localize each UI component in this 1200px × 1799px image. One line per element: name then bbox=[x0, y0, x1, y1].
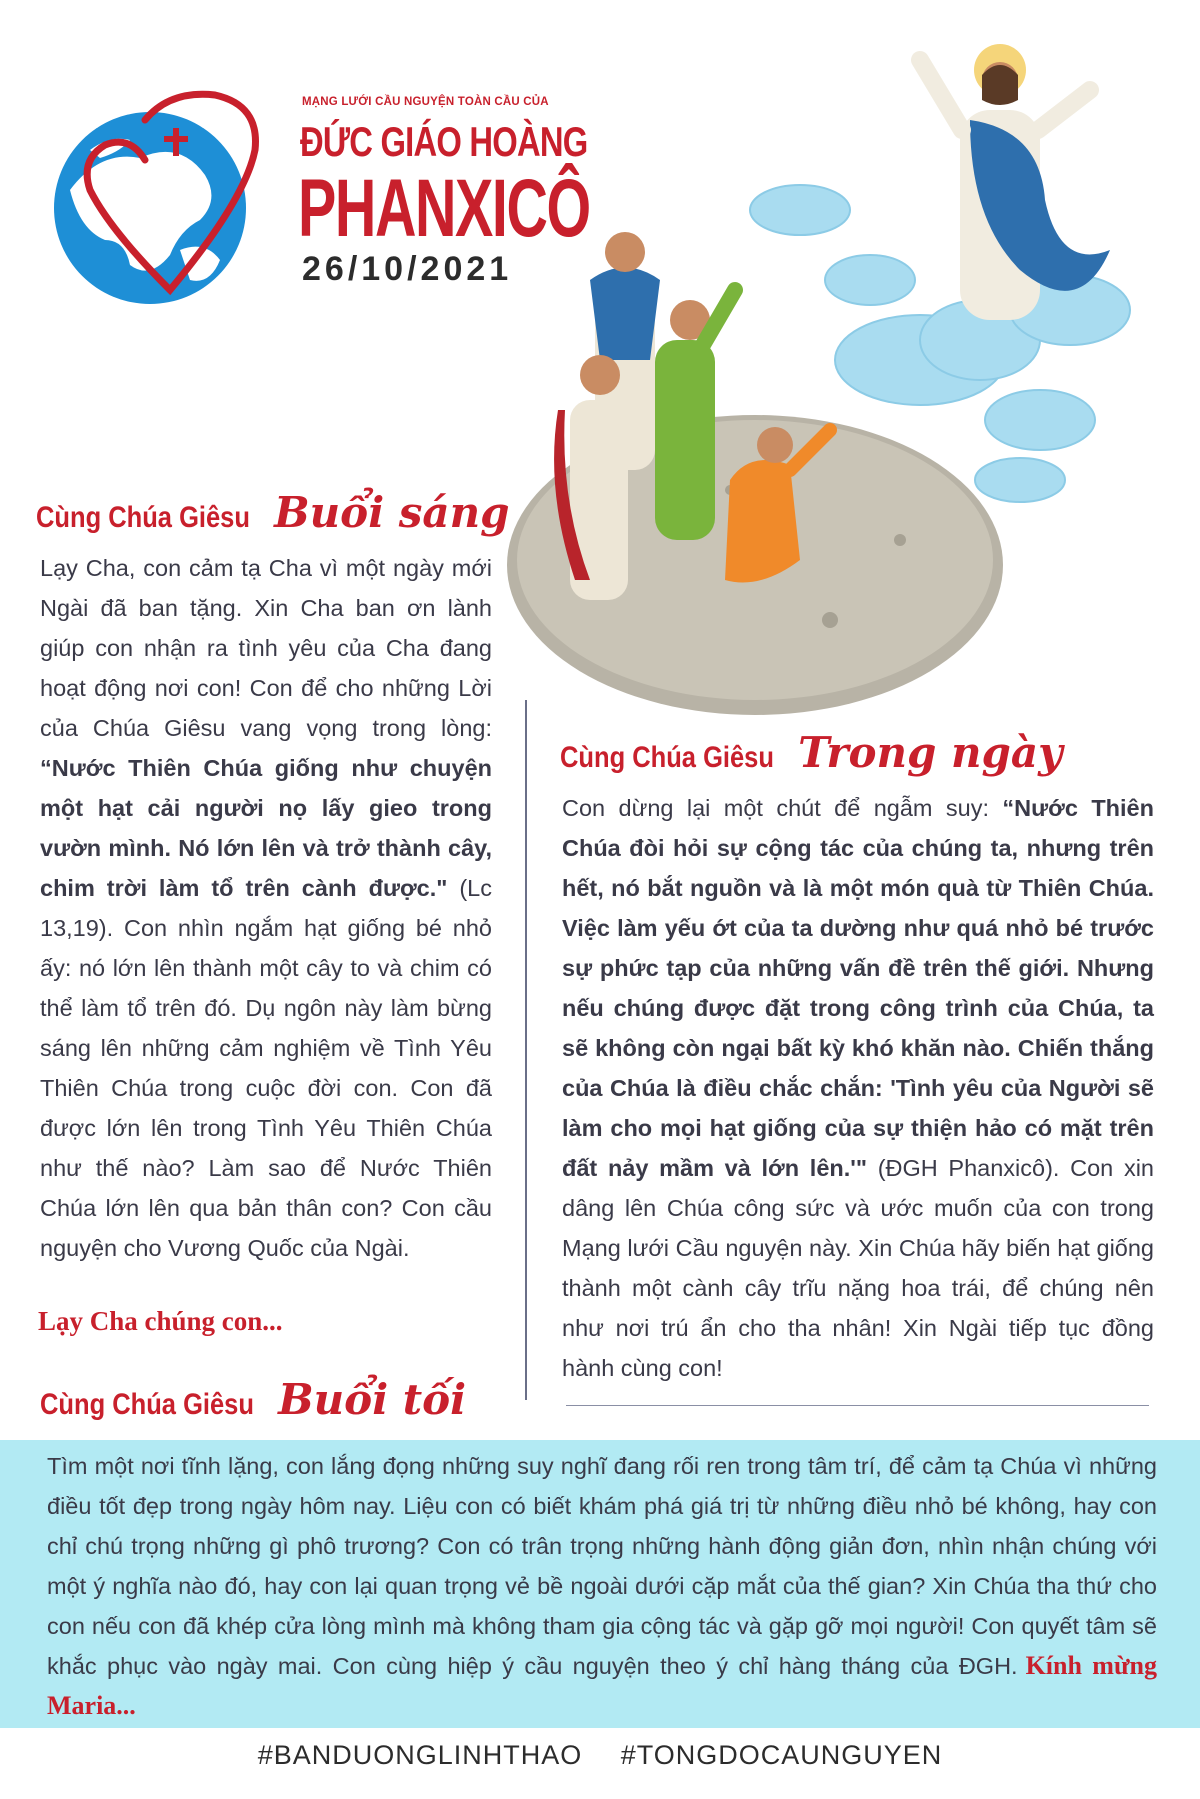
ascension-illustration bbox=[500, 20, 1190, 740]
daytime-reflection-text bbox=[562, 788, 1154, 1388]
evening-heading-prefix: Cùng Chúa Giêsu bbox=[40, 1388, 254, 1421]
daytime-intro: Con dừng lại một chút để ngẫm suy: bbox=[562, 795, 1003, 821]
daytime-heading-title: Trong ngày bbox=[798, 728, 1063, 777]
morning-scripture-quote: “Nước Thiên Chúa giống như chuyện một hạt cải người nọ lấy gieo trong vườn mình. Nó lớn lên và trở thành cây, chim trời làm tổ trên cành được." bbox=[40, 755, 492, 901]
evening-prayer-text bbox=[47, 1446, 1157, 1726]
date: 26/10/2021 bbox=[302, 250, 513, 288]
hashtag[interactable]: #BANDUONGLINHTHAO bbox=[257, 1740, 583, 1770]
network-label: MẠNG LƯỚI CẦU NGUYỆN TOÀN CẦU CỦA bbox=[302, 96, 549, 108]
morning-rest: (Lc 13,19). Con nhìn ngắm hạt giống bé nhỏ ấy: nó lớn lên thành một cây to và chim có thể làm tổ trên đó. Dụ ngôn này làm bừng sáng lên những cảm nghiệm về Tình Yêu Thiên Chúa trong cuộc đời con. Con đã được lớn lên trong Tình Yêu Thiên Chúa như thế nào? Làm sao để Nước Thiên Chúa lớn lên qua bản thân con? Con cầu nguyện cho Vương Quốc của Ngài. bbox=[40, 875, 492, 1261]
morning-closing: Lạy Cha chúng con... bbox=[38, 1306, 283, 1336]
globe-heart-cross-logo bbox=[30, 80, 300, 310]
hashtag[interactable]: #TONGDOCAUNGUYEN bbox=[620, 1740, 943, 1770]
evening-closing: Kính mừng Maria... bbox=[47, 1651, 1158, 1720]
daytime-pope-quote: “Nước Thiên Chúa đòi hỏi sự cộng tác của chúng ta, nhưng trên hết, nó bắt nguồn và là một món quà từ Thiên Chúa. Việc làm yếu ớt của ta dường như quá nhỏ bé trước sự phức tạp của những vấn đề trên thế giới. Nhưng nếu chúng được đặt trong công trình của Chúa, ta sẽ không còn ngại bất kỳ khó khăn nào. Chiến thắng của Chúa là điều chắc chắn: 'Tình yêu của Người sẽ làm cho mọi hạt giống của sự thiện hảo có mặt trên đất nảy mầm và lớn lên.'" bbox=[562, 795, 1154, 1181]
hashtags bbox=[0, 1740, 1200, 1771]
pope-title: ĐỨC GIÁO HOÀNG bbox=[300, 118, 588, 165]
morning-heading-prefix: Cùng Chúa Giêsu bbox=[36, 501, 250, 534]
morning-intro: Lạy Cha, con cảm tạ Cha vì một ngày mới Ngài đã ban tặng. Xin Cha ban ơn lành giúp con nhận ra tình yêu của Cha đang hoạt động nơi con! Con để cho những Lời của Chúa Giêsu vang vọng trong lòng: bbox=[40, 555, 492, 741]
morning-heading bbox=[36, 488, 510, 537]
daytime-divider bbox=[566, 1405, 1149, 1406]
daytime-heading-prefix: Cùng Chúa Giêsu bbox=[560, 741, 774, 774]
evening-heading-title: Buổi tối bbox=[278, 1375, 467, 1424]
evening-body: Tìm một nơi tĩnh lặng, con lắng đọng những suy nghĩ đang rối ren trong tâm trí, để cảm tạ Chúa vì những điều tốt đẹp trong ngày hôm nay. Liệu con có biết khám phá giá trị từ những điều nhỏ bé không, hay con chỉ chú trọng những gì phô trương? Con có trân trọng những hành động giản đơn, nhìn nhận chúng với một ý nghĩa nào đó, hay con lại quan trọng vẻ bề ngoài dưới cặp mắt của thế gian? Xin Chúa tha thứ cho con nếu con đã khép cửa lòng mình mà không tham gia cộng tác và gặp gỡ mọi người! Con quyết tâm sẽ khắc phục vào ngày mai. Con cùng hiệp ý cầu nguyện theo ý chỉ hàng tháng của ĐGH. bbox=[47, 1453, 1157, 1679]
morning-prayer-text bbox=[40, 548, 492, 1268]
column-divider bbox=[525, 700, 527, 1400]
pope-name: PHANXICÔ bbox=[298, 163, 590, 254]
daytime-rest: (ĐGH Phanxicô). Con xin dâng lên Chúa công sức và ước muốn của con trong Mạng lưới Cầu nguyện này. Xin Chúa hãy biến hạt giống thành một cành cây trĩu nặng hoa trái, để chúng nên như nơi trú ẩn cho tha nhân! Xin Ngài tiếp tục đồng hành cùng con! bbox=[562, 1155, 1154, 1381]
morning-heading-title: Buổi sáng bbox=[274, 488, 510, 537]
evening-heading bbox=[40, 1375, 466, 1424]
daytime-heading bbox=[560, 728, 1063, 777]
